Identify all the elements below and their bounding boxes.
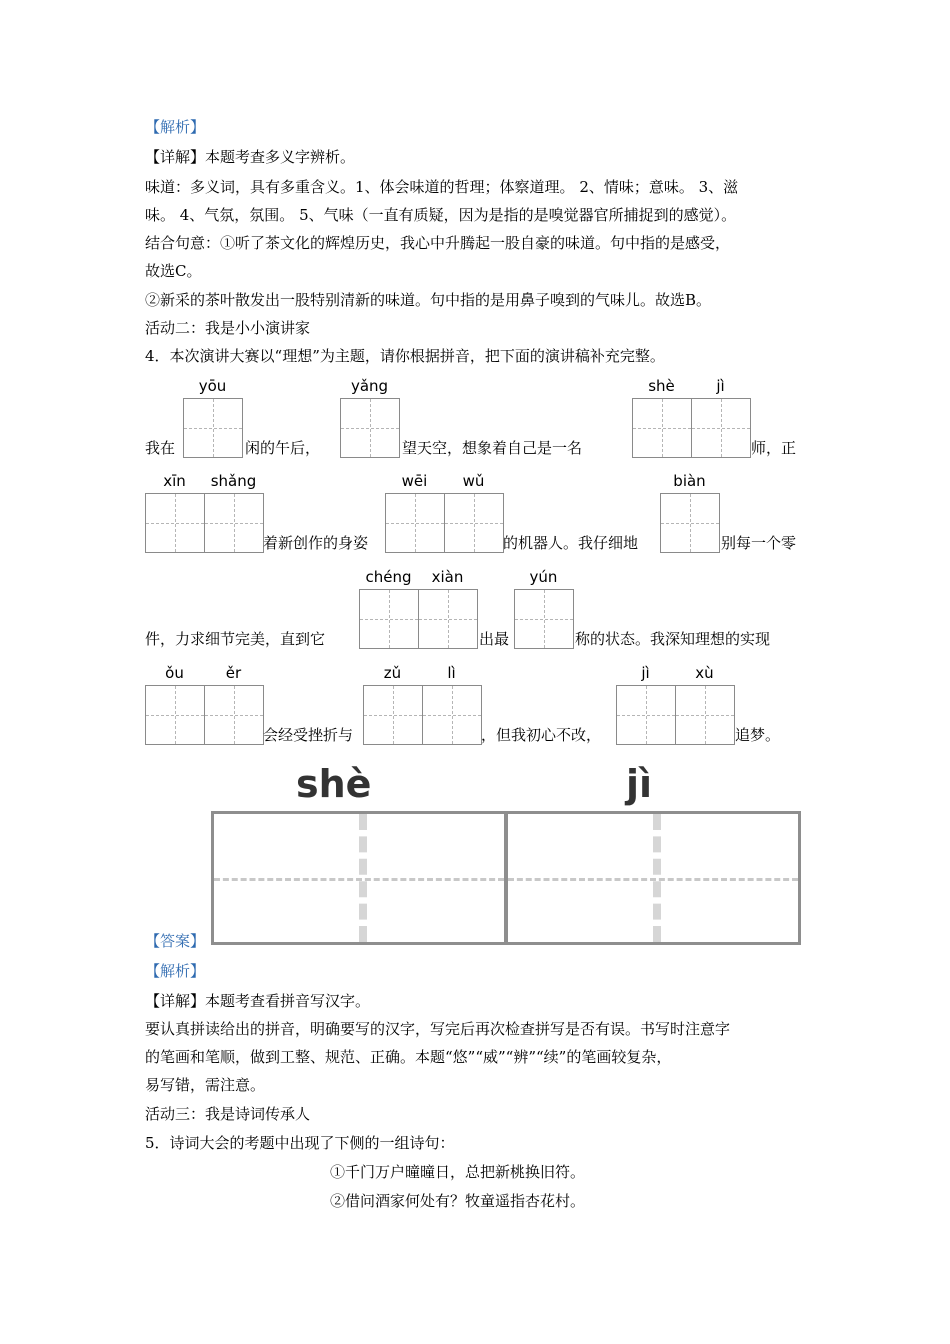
sentence-text: 师，正: [751, 439, 797, 457]
write-box[interactable]: [660, 493, 720, 553]
write-box[interactable]: [363, 685, 423, 745]
pinyin-grid-ou-er[interactable]: [145, 664, 263, 745]
body-line: 易写错，需注意。: [145, 1076, 266, 1094]
write-box[interactable]: [145, 685, 205, 745]
pinyin-label: xù: [695, 664, 714, 682]
pinyin-label: wǔ: [462, 472, 485, 490]
pinyin-label: yōu: [198, 377, 227, 395]
body-line: 故选C。: [145, 262, 202, 280]
answer-pinyin-ji: jì: [626, 762, 653, 806]
pinyin-label: yǎng: [350, 377, 389, 395]
write-box[interactable]: [183, 398, 243, 458]
pinyin-label: shè: [648, 377, 675, 395]
sentence-text: 件，力求细节完美，直到它: [145, 630, 326, 648]
pinyin-label: chéng: [365, 568, 412, 586]
body-line: 结合句意：①听了茶文化的辉煌历史，我心中升腾起一股自豪的味道。句中指的是感受，: [145, 234, 731, 252]
write-box[interactable]: [418, 589, 478, 649]
pinyin-grid-ji-xu[interactable]: [616, 664, 734, 745]
pinyin-label: zǔ: [383, 664, 402, 682]
sentence-text: 追梦。: [735, 726, 781, 744]
section-label-analysis: 【解析】: [145, 962, 206, 980]
pinyin-grid-wei-wu[interactable]: [385, 472, 503, 553]
poem-line-2: ②借问酒家何处有？牧童遥指杏花村。: [330, 1192, 586, 1210]
answer-box: [504, 814, 798, 942]
write-box[interactable]: [514, 589, 574, 649]
exercise-row-2: [145, 472, 805, 553]
pinyin-grid-she-ji[interactable]: [632, 377, 750, 458]
pinyin-label: jì: [716, 377, 725, 395]
section-label-answer: 【答案】: [145, 932, 206, 950]
body-line: 味。 4、气氛，氛围。 5、气味（一直有质疑，因为是指的是嗅觉器官所捕捉到的感觉）。: [145, 206, 737, 224]
answer-grid-image: [211, 811, 801, 945]
write-box[interactable]: [204, 685, 264, 745]
write-box[interactable]: [422, 685, 482, 745]
body-line: 的笔画和笔顺，做到工整、规范、正确。本题“悠”“威”“辨”“续”的笔画较复杂，: [145, 1048, 672, 1066]
activity-heading: 活动二：我是小小演讲家: [145, 319, 311, 337]
write-box[interactable]: [204, 493, 264, 553]
write-box[interactable]: [691, 398, 751, 458]
exercise-row-3: [145, 568, 805, 649]
sentence-text: 我在: [145, 439, 176, 457]
question-4: 4．本次演讲大赛以“理想”为主题，请你根据拼音，把下面的演讲稿补充完整。: [145, 347, 665, 365]
activity-heading: 活动三：我是诗词传承人: [145, 1105, 311, 1123]
sentence-text: ，但我初心不改，: [481, 726, 602, 744]
pinyin-label: yún: [529, 568, 558, 586]
sentence-text: 望天空，想象着自己是一名: [402, 439, 583, 457]
pinyin-grid-cheng-xian[interactable]: [359, 568, 477, 649]
sentence-text: 会经受挫折与: [263, 726, 354, 744]
pinyin-label: shǎng: [210, 472, 257, 490]
write-box[interactable]: [145, 493, 205, 553]
section-label-analysis: 【解析】: [145, 118, 206, 136]
pinyin-grid-xin-shang[interactable]: [145, 472, 263, 553]
pinyin-label: ǒu: [165, 664, 184, 682]
answer-box: [214, 814, 504, 942]
pinyin-grid-you[interactable]: [183, 377, 242, 458]
detail-line: 【详解】本题考查多义字辨析。: [145, 148, 356, 166]
pinyin-label: ěr: [225, 664, 242, 682]
pinyin-label: xiàn: [431, 568, 464, 586]
exercise-row-1: [145, 377, 805, 458]
write-box[interactable]: [632, 398, 692, 458]
pinyin-grid-yun[interactable]: [514, 568, 573, 649]
sentence-text: 出最: [479, 630, 510, 648]
question-5: 5．诗词大会的考题中出现了下侧的一组诗句：: [145, 1134, 455, 1152]
poem-line-1: ①千门万户曈曈日，总把新桃换旧符。: [330, 1163, 586, 1181]
pinyin-label: biàn: [673, 472, 706, 490]
sentence-text: 称的状态。我深知理想的实现: [575, 630, 771, 648]
write-box[interactable]: [340, 398, 400, 458]
exercise-row-4: [145, 664, 805, 745]
pinyin-grid-yang[interactable]: [340, 377, 399, 458]
write-box[interactable]: [675, 685, 735, 745]
pinyin-label: wēi: [401, 472, 428, 490]
pinyin-grid-bian[interactable]: [660, 472, 719, 553]
pinyin-label: jì: [641, 664, 650, 682]
write-box[interactable]: [385, 493, 445, 553]
pinyin-grid-zu-li[interactable]: [363, 664, 481, 745]
sentence-text: 闲的午后，: [245, 439, 321, 457]
sentence-text: 的机器人。我仔细地: [503, 534, 639, 552]
pinyin-label: lì: [447, 664, 456, 682]
write-box[interactable]: [616, 685, 676, 745]
body-line: ②新采的茶叶散发出一股特别清新的味道。句中指的是用鼻子嗅到的气味儿。故选B。: [145, 291, 712, 309]
body-line: 味道：多义词，具有多重含义。1、体会味道的哲理；体察道理。 2、情味；意味。 3、滋: [145, 178, 739, 196]
write-box[interactable]: [444, 493, 504, 553]
answer-pinyin-she: shè: [296, 762, 372, 806]
body-line: 要认真拼读给出的拼音，明确要写的汉字，写完后再次检查拼写是否有误。书写时注意字: [145, 1020, 731, 1038]
pinyin-label: xīn: [163, 472, 186, 490]
sentence-text: 别每一个零: [721, 534, 797, 552]
detail-line: 【详解】本题考查看拼音写汉字。: [145, 992, 371, 1010]
sentence-text: 着新创作的身姿: [263, 534, 369, 552]
write-box[interactable]: [359, 589, 419, 649]
